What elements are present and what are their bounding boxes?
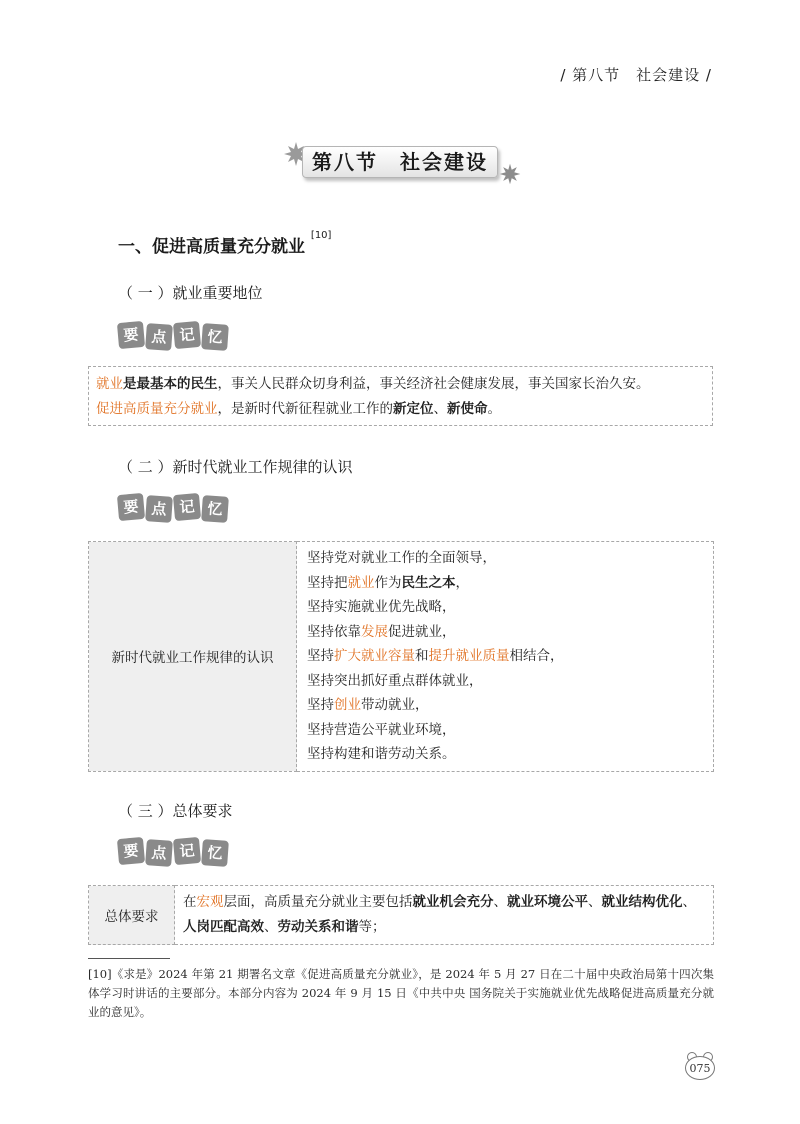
text-run: ，事关人民群众切身利益，事关经济社会健康发展，事关国家长治久安。: [217, 376, 650, 392]
subheading-1: （ 一 ）就业重要地位: [118, 284, 263, 302]
highlight-text: 促进高质量充分就业: [96, 401, 218, 417]
table-row: [89, 886, 714, 945]
bold-text: 人岗匹配高效: [183, 919, 264, 935]
memo-badge: [118, 322, 228, 350]
text-run: 相结合，: [509, 648, 564, 664]
table-label-cell: 新时代就业工作规律的认识: [89, 542, 297, 772]
text-run: 作为: [374, 574, 402, 591]
text-run: 。: [487, 401, 501, 417]
running-header: / 第八节 社会建设 /: [560, 66, 712, 84]
text-run: 坚持: [307, 648, 334, 664]
memo-badge: [118, 838, 228, 866]
rule-line: [307, 742, 703, 767]
section-banner: [282, 138, 522, 188]
bold-text: 是最基本的民生: [123, 376, 218, 392]
text-run: 坚持把: [307, 574, 348, 591]
highlight-text: 创业: [334, 697, 361, 713]
text-run: 坚持突出抓好重点群体就业，: [307, 672, 483, 689]
rule-line: [307, 644, 703, 669]
memo-char: 忆: [201, 323, 229, 351]
rule-line: [307, 693, 703, 718]
page-number: 075: [685, 1056, 715, 1080]
section-heading: [118, 232, 331, 257]
text-run: 和: [415, 648, 429, 664]
highlight-text: 提升就业质量: [428, 648, 510, 664]
rule-line: [307, 718, 703, 743]
text-run: 等；: [358, 919, 386, 935]
table-row: [89, 542, 714, 772]
text-run: 带动就业，: [361, 697, 429, 713]
bold-text: 就业机会充分: [412, 894, 494, 910]
bold-text: 就业环境公平: [507, 894, 588, 910]
text-run: 坚持依靠: [307, 623, 361, 640]
key-point-line-2: [96, 397, 705, 422]
memo-char: 要: [117, 493, 145, 521]
text-run: 坚持党对就业工作的全面领导，: [307, 550, 496, 566]
memo-char: 要: [117, 837, 145, 865]
text-run: 在: [183, 894, 197, 910]
banner-title: 第八节 社会建设: [302, 146, 498, 178]
bold-text: 新定位: [393, 401, 434, 417]
text-run: 、: [682, 894, 696, 910]
memo-char: 点: [145, 495, 173, 523]
overall-requirements-table: [88, 885, 714, 945]
requirement-text: [183, 890, 705, 940]
text-run: ，是新时代新征程就业工作的: [217, 401, 393, 417]
text-run: 坚持实施就业优先战略，: [307, 599, 456, 615]
key-point-box: [88, 366, 713, 426]
highlight-text: 就业: [96, 376, 123, 392]
employment-rules-table: [88, 541, 714, 772]
text-run: 、: [264, 919, 278, 935]
table-content-cell: [297, 542, 714, 772]
footnote-text: [10]《求是》2024 年第 21 期署名文章《促进高质量充分就业》，是 2024 年 5 月 27 日在二十届中央政治局第十四次集体学习时讲话的主要部分。本部分内容为 2024 年 9 月 15 日《中共中央 国务院关于实施就业优先战略促进高质量充分就业的意见》。: [88, 967, 714, 1019]
bold-text: 新使命: [447, 401, 488, 417]
rule-line: [307, 595, 703, 620]
subheading-2: （ 二 ）新时代就业工作规律的认识: [118, 458, 353, 476]
text-run: 、: [588, 894, 602, 910]
maple-leaf-icon: [498, 162, 522, 186]
footnote-divider: [88, 958, 170, 959]
text-run: 、: [493, 894, 507, 910]
bold-text: 就业结构优化: [601, 894, 683, 910]
text-run: 、: [433, 401, 447, 417]
text-run: 坚持: [307, 697, 334, 713]
rule-line: [307, 571, 703, 596]
memo-char: 记: [173, 837, 201, 865]
rule-line: [307, 669, 703, 694]
rule-line: [307, 620, 703, 645]
text-run: 层面，高质量充分就业主要包括: [223, 894, 413, 910]
memo-char: 忆: [201, 495, 229, 523]
subheading-3: （ 三 ）总体要求: [118, 802, 233, 820]
highlight-text: 发展: [361, 623, 388, 640]
text-run: ，: [455, 574, 469, 591]
memo-char: 忆: [201, 839, 229, 867]
memo-char: 点: [145, 839, 173, 867]
highlight-text: 扩大就业容量: [334, 648, 415, 664]
memo-char: 点: [145, 323, 173, 351]
rule-line: [307, 546, 703, 571]
memo-char: 要: [117, 321, 145, 349]
memo-char: 记: [173, 321, 201, 349]
table-content-cell: [175, 886, 714, 945]
highlight-text: 宏观: [196, 894, 224, 910]
highlight-text: 就业: [347, 574, 375, 591]
table-label-cell: 总体要求: [89, 886, 175, 945]
memo-badge: [118, 494, 228, 522]
section-heading-text: 一、促进高质量充分就业: [118, 237, 305, 257]
key-point-line-1: [96, 372, 705, 397]
memo-char: 记: [173, 493, 201, 521]
bold-text: 劳动关系和谐: [277, 919, 359, 935]
page-number-badge: [685, 1052, 715, 1082]
bold-text: 民生之本: [401, 574, 456, 591]
footnote-ref[interactable]: [10]: [310, 230, 332, 241]
text-run: 坚持营造公平就业环境，: [307, 721, 456, 738]
text-run: 坚持构建和谐劳动关系。: [307, 746, 456, 762]
text-run: 促进就业，: [388, 623, 456, 640]
